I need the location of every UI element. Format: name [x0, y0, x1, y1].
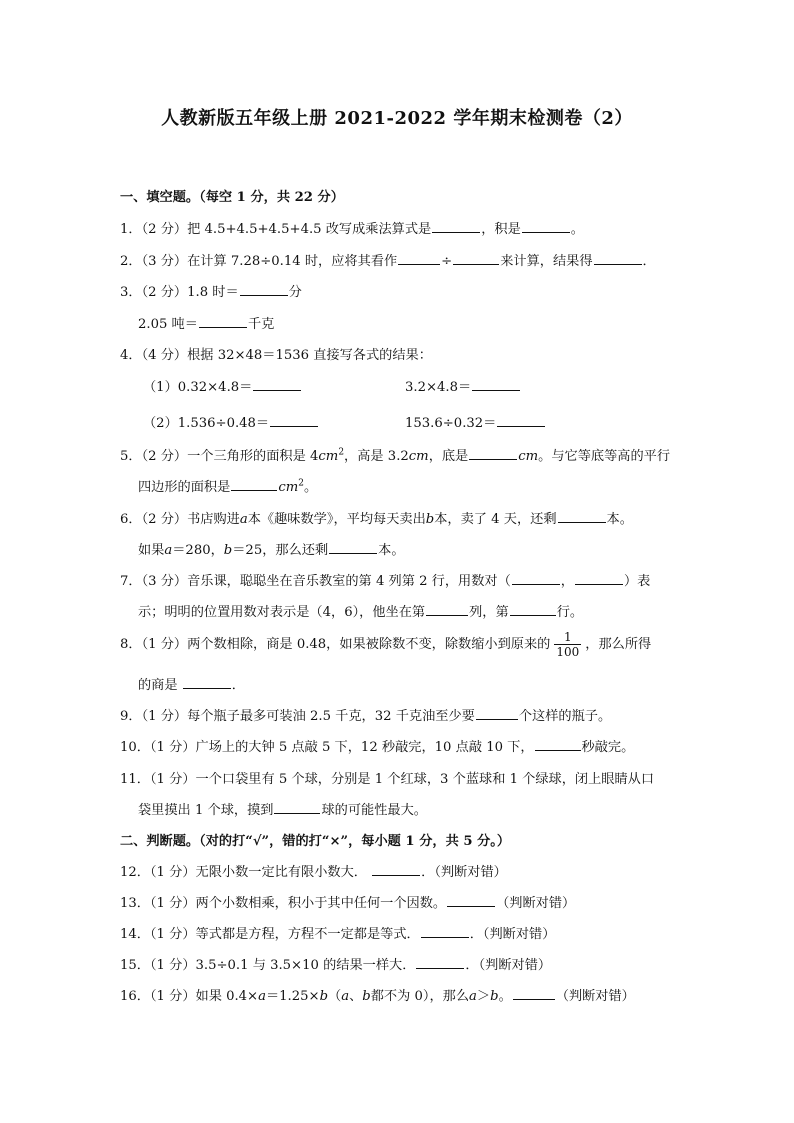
- question-4-row-1: （1）0.32×4.8＝ 3.2×4.8＝: [143, 376, 703, 395]
- section-fill-blank-heading: 一、填空题。（每空 1 分，共 22 分）: [120, 190, 344, 205]
- question-14: 14．（1 分）等式都是方程，方程不一定都是等式． ．（判断对错）: [120, 927, 556, 942]
- question-12: 12．（1 分）无限小数一定比有限小数大． ．（判断对错）: [120, 865, 507, 880]
- answer-blank: [447, 894, 495, 907]
- question-1: 1．（2 分）把 4.5+4.5+4.5+4.5 改写成乘法算式是 ，积是 。: [120, 222, 584, 237]
- question-16: 16．（1 分）如果 0.4×a＝1.25×b（a、b都不为 0），那么a＞b。 （判断对错）: [120, 989, 635, 1004]
- answer-blank: [329, 541, 377, 554]
- answer-blank: [512, 572, 560, 585]
- question-7-cont: 示；明明的位置用数对表示是（4，6），他坐在第 列，第 行。: [138, 605, 584, 620]
- question-4: 4．（4 分）根据 32×48＝1536 直接写各式的结果：: [120, 348, 432, 363]
- answer-blank: [594, 252, 642, 265]
- answer-blank: [510, 603, 556, 616]
- answer-blank: [476, 707, 518, 720]
- question-3-part-2: 2.05 吨＝ 千克: [138, 317, 275, 332]
- answer-blank: [432, 220, 480, 233]
- question-5-cont: 四边形的面积是 $cm^2$。: [138, 478, 318, 495]
- question-5: 5．（2 分）一个三角形的面积是 $4cm^2$，高是 3.2cm，底是 cm。与它等底等高的平行: [120, 447, 671, 464]
- question-6: 6．（2 分）书店购进a本《趣味数学》，平均每天卖出b本，卖了 4 天，还剩 本。: [120, 512, 633, 527]
- fraction-one-hundredth: $\frac{1}{100}$: [556, 630, 580, 659]
- answer-blank: [426, 603, 468, 616]
- answer-blank: [497, 414, 545, 427]
- answer-blank: [421, 925, 469, 938]
- answer-blank: [469, 447, 517, 460]
- answer-blank: [372, 863, 420, 876]
- answer-blank: [270, 414, 318, 427]
- question-10: 10．（1 分）广场上的大钟 5 点敲 5 下，12 秒敲完，10 点敲 10 下， 秒敲完。: [120, 740, 635, 755]
- answer-blank: [231, 478, 277, 491]
- question-11-cont: 袋里摸出 1 个球，摸到 球的可能性最大。: [138, 803, 427, 818]
- question-3: 3．（2 分）1.8 时＝ 分: [120, 285, 302, 300]
- question-13: 13．（1 分）两个小数相乘，积小于其中任何一个因数。 （判断对错）: [120, 896, 576, 911]
- answer-blank: [199, 315, 247, 328]
- answer-blank: [522, 220, 570, 233]
- question-2: 2．（3 分）在计算 7.28÷0.14 时，应将其看作 ÷ 来计算，结果得 ．: [120, 254, 656, 269]
- page-title: 人教新版五年级上册 2021-2022 学年期末检测卷（2）: [161, 108, 633, 129]
- question-8-cont: 的商是 ．: [138, 678, 245, 693]
- question-15: 15．（1 分）3.5÷0.1 与 3.5×10 的结果一样大． ．（判断对错）: [120, 958, 552, 973]
- question-8: 8．（1 分）两个数相除，商是 0.48，如果被除数不变，除数缩小到原来的 $\frac{1}{100}$ ，那么所得: [120, 630, 652, 659]
- question-4-row-2: （2）1.536÷0.48＝ 153.6÷0.32＝: [143, 412, 703, 431]
- answer-blank: [416, 956, 464, 969]
- answer-blank: [453, 252, 499, 265]
- answer-blank: [558, 510, 606, 523]
- answer-blank: [575, 572, 623, 585]
- question-9: 9．（1 分）每个瓶子最多可装油 2.5 千克，32 千克油至少要 个这样的瓶子。: [120, 709, 612, 724]
- question-7: 7．（3 分）音乐课，聪聪坐在音乐教室的第 4 列第 2 行，用数对（ ， ）表: [120, 574, 651, 589]
- answer-blank: [472, 378, 520, 391]
- question-6-cont: 如果a＝280，b＝25，那么还剩 本。: [138, 543, 405, 558]
- question-11: 11．（1 分）一个口袋里有 5 个球，分别是 1 个红球，3 个蓝球和 1 个绿球，闭上眼睛从口: [120, 772, 655, 787]
- answer-blank: [183, 676, 231, 689]
- section-true-false-heading: 二、判断题。（对的打“√”，错的打“×”，每小题 1 分，共 5 分。）: [120, 834, 511, 849]
- answer-blank: [274, 801, 320, 814]
- answer-blank: [240, 283, 288, 296]
- answer-blank: [253, 378, 301, 391]
- answer-blank: [513, 987, 555, 1000]
- answer-blank: [535, 738, 581, 751]
- answer-blank: [398, 252, 440, 265]
